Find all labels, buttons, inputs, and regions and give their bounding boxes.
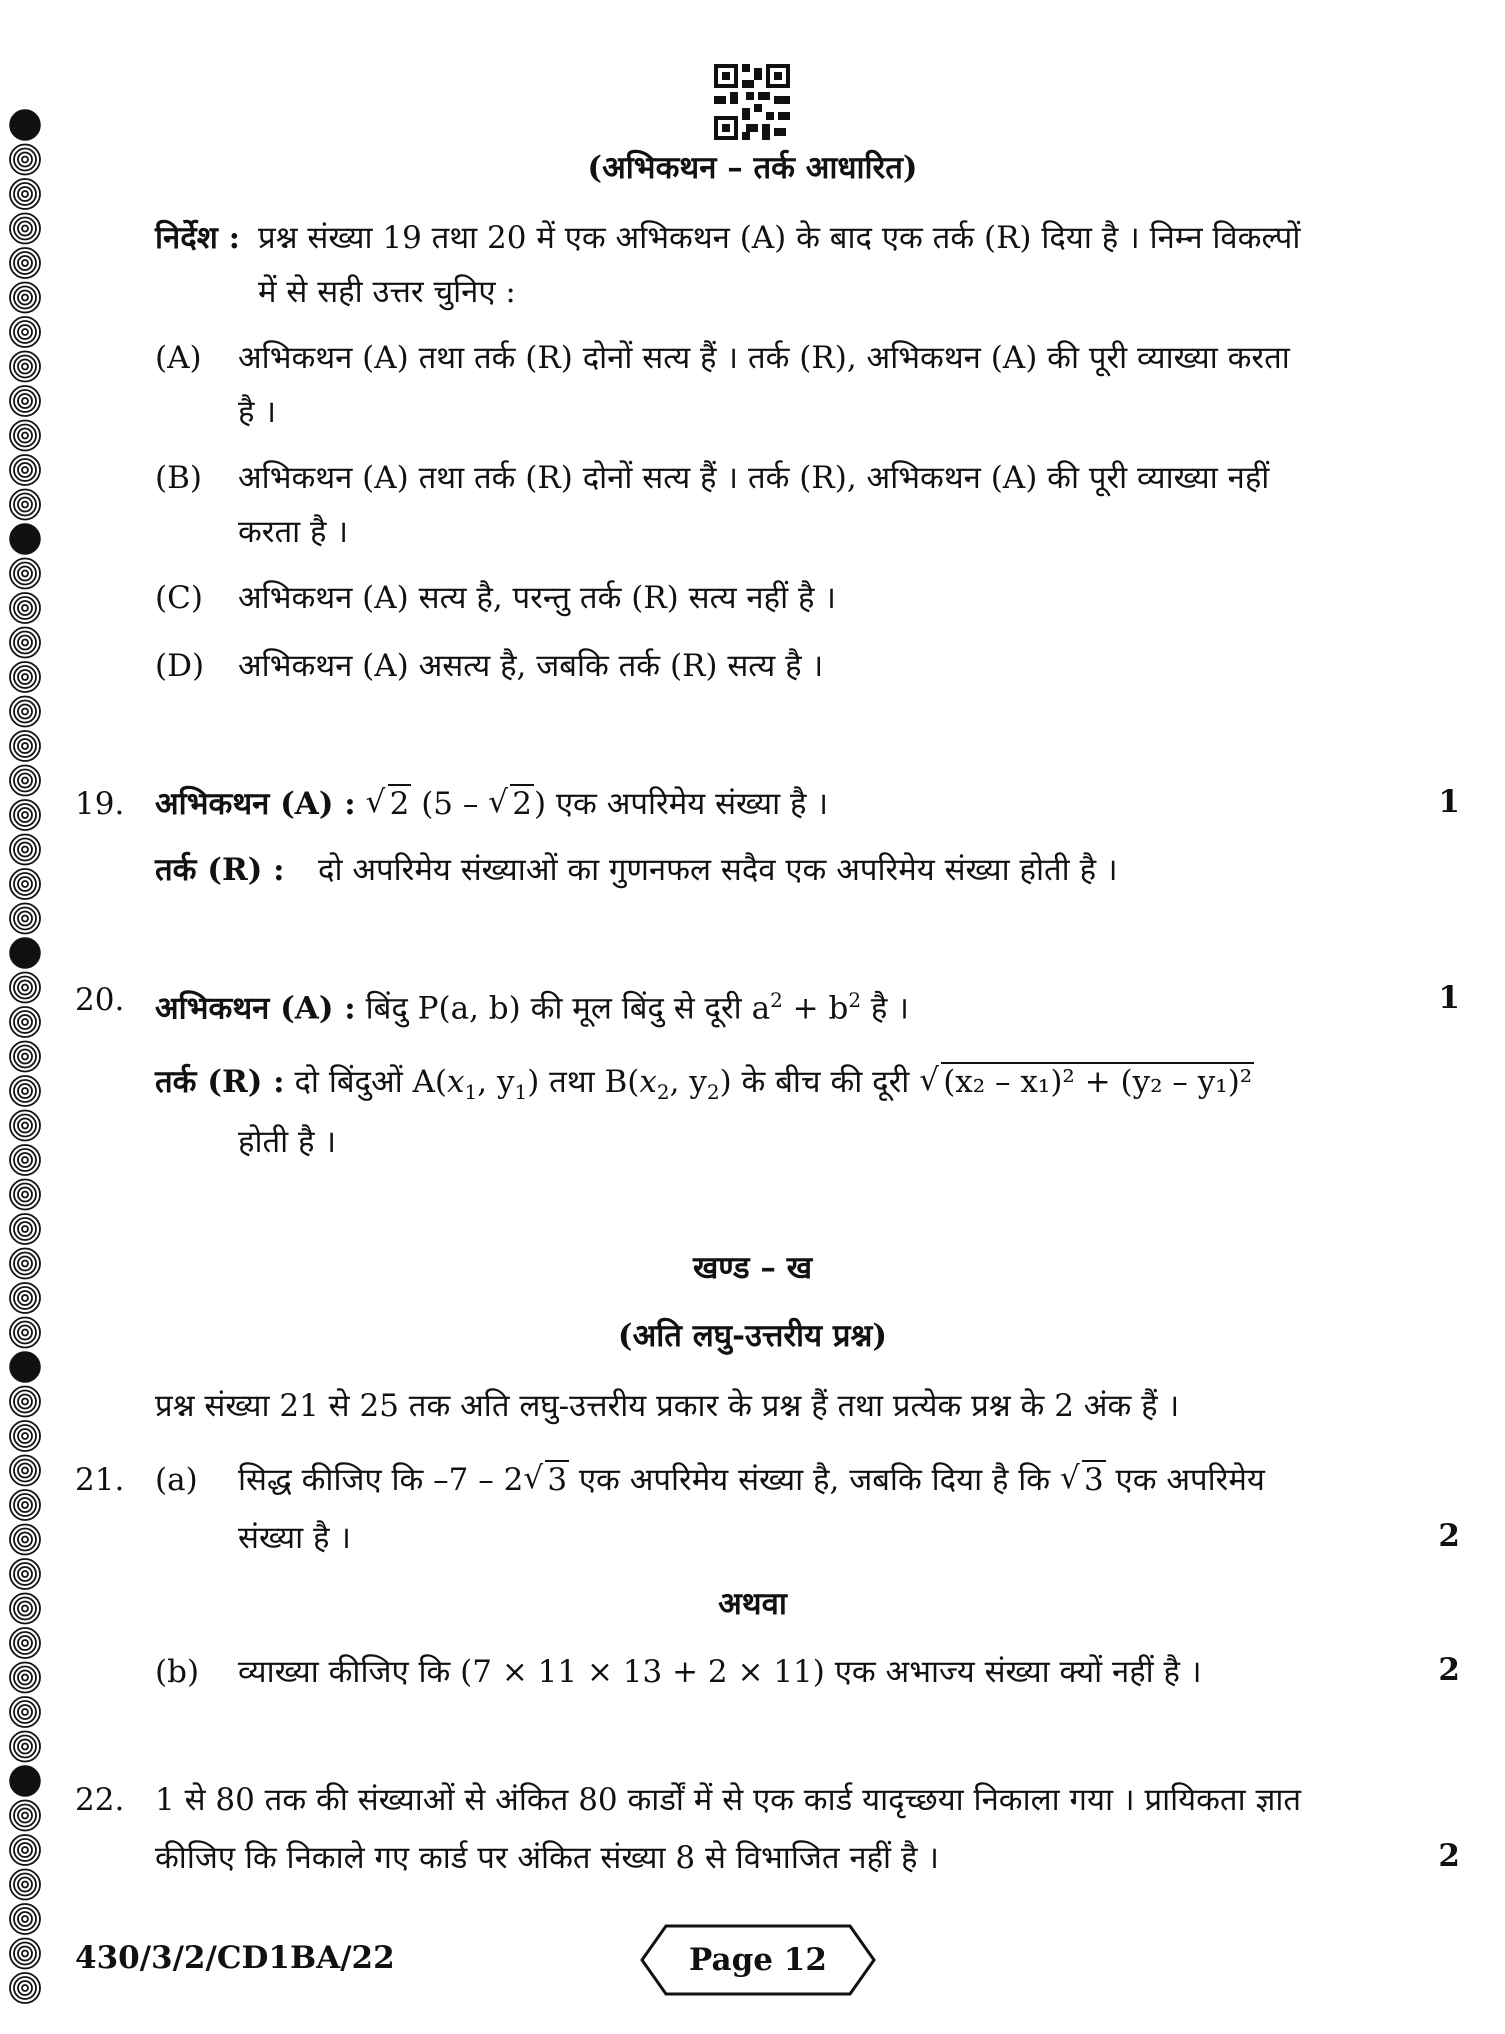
directions-label: निर्देश : xyxy=(155,220,241,256)
sqrt-symbol xyxy=(523,1460,569,1500)
section-heading: (अभिकथन – तर्क आधारित) xyxy=(587,150,918,186)
margin-circle xyxy=(10,697,40,727)
radicand: 3 xyxy=(1083,1462,1104,1498)
margin-circle xyxy=(10,766,40,796)
margin-circle xyxy=(10,1145,40,1175)
q20-assertion xyxy=(155,980,909,1028)
margin-circle xyxy=(10,1490,40,1520)
margin-circle xyxy=(10,352,40,382)
margin-circle xyxy=(10,938,40,968)
margin-circle xyxy=(10,1421,40,1451)
marks: 2 xyxy=(1438,1518,1460,1554)
reason-line2: होती है । xyxy=(238,1124,337,1160)
margin-circle xyxy=(10,1732,40,1762)
sqrt-symbol xyxy=(919,1062,1254,1102)
margin-circle xyxy=(10,1801,40,1831)
option-text: अभिकथन (A) तथा तर्क (R) दोनों सत्य हैं । तर्क (R), अभिकथन (A) की पूरी व्याख्या नहीं xyxy=(238,460,1270,496)
margin-circle xyxy=(10,1973,40,2003)
section-subtitle: (अति लघु-उत्तरीय प्रश्न) xyxy=(617,1318,888,1354)
margin-circle xyxy=(10,593,40,623)
question-number: 19. xyxy=(75,786,125,822)
option-key: (C) xyxy=(155,580,203,616)
sqrt-symbol xyxy=(366,784,412,824)
option-text: अभिकथन (A) सत्य है, परन्तु तर्क (R) सत्य नहीं है । xyxy=(238,580,837,616)
margin-circle xyxy=(10,386,40,416)
assertion-label: अभिकथन (A) : xyxy=(155,786,356,822)
margin-circle xyxy=(10,421,40,451)
margin-circle xyxy=(10,1870,40,1900)
margin-circle xyxy=(10,317,40,347)
margin-circle xyxy=(10,214,40,244)
margin-circle xyxy=(10,1007,40,1037)
math-text: एक अपरिमेय xyxy=(1105,1462,1265,1498)
qr-code-icon xyxy=(714,64,790,140)
margin-circle xyxy=(10,1663,40,1693)
margin-circle xyxy=(10,869,40,899)
option-text: करता है । xyxy=(238,514,349,550)
margin-circle xyxy=(10,1214,40,1244)
marks: 2 xyxy=(1438,1652,1460,1688)
directions-text-line1: प्रश्न संख्या 19 तथा 20 में एक अभिकथन (A) के बाद एक तर्क (R) दिया है । निम्न विकल्पों xyxy=(258,220,1301,256)
q21-part-a-line2: संख्या है । xyxy=(238,1520,352,1556)
option-key: (b) xyxy=(155,1654,200,1690)
margin-circle xyxy=(10,662,40,692)
subscript: 2 xyxy=(706,1080,720,1105)
marks: 2 xyxy=(1438,1838,1460,1874)
margin-circle xyxy=(10,1904,40,1934)
subscript: 1 xyxy=(514,1080,528,1105)
option-key: (B) xyxy=(155,460,202,496)
math-text: है । xyxy=(861,990,909,1027)
margin-circle xyxy=(10,559,40,589)
marks: 1 xyxy=(1438,980,1460,1016)
assertion-label: अभिकथन (A) : xyxy=(155,990,356,1027)
margin-decoration xyxy=(0,0,50,2034)
margin-circle xyxy=(10,490,40,520)
margin-circle xyxy=(10,1628,40,1658)
margin-circle xyxy=(10,248,40,278)
math-text: , y xyxy=(669,1064,707,1100)
marks: 1 xyxy=(1438,784,1460,820)
margin-circle xyxy=(10,1180,40,1210)
math-text: + b xyxy=(782,990,849,1027)
sqrt-symbol xyxy=(488,784,534,824)
or-label: अथवा xyxy=(718,1586,787,1622)
margin-circle xyxy=(10,973,40,1003)
sqrt-symbol xyxy=(1060,1460,1106,1500)
q22-line1: 1 से 80 तक की संख्याओं से अंकित 80 कार्डों में से एक कार्ड यादृच्छया निकाला गया । प्रायिकता ज्ञात xyxy=(155,1782,1302,1818)
section-title: खण्ड – ख xyxy=(692,1250,813,1286)
margin-circle xyxy=(10,628,40,658)
option-key: (D) xyxy=(155,648,205,684)
math-text: , y xyxy=(477,1064,515,1100)
margin-circle xyxy=(10,110,40,140)
reason-label: तर्क (R) : xyxy=(155,852,285,888)
question-number: 21. xyxy=(75,1462,125,1498)
math-text: ) तथा B( xyxy=(527,1064,640,1100)
page-number: Page 12 xyxy=(689,1942,827,1978)
margin-circle xyxy=(10,835,40,865)
margin-circle xyxy=(10,904,40,934)
subscript: 2 xyxy=(656,1080,670,1105)
assertion-tail: ) एक अपरिमेय संख्या है । xyxy=(533,786,829,822)
q21-part-b: व्याख्या कीजिए कि (7 × 11 × 13 + 2 × 11) एक अभाज्य संख्या क्यों नहीं है । xyxy=(238,1654,1202,1690)
math-text: बिंदु P(a, b) की मूल बिंदु से दूरी a xyxy=(365,990,771,1027)
q22-line2: कीजिए कि निकाले गए कार्ड पर अंकित संख्या 8 से विभाजित नहीं है । xyxy=(155,1840,940,1876)
margin-circle xyxy=(10,1525,40,1555)
margin-circle xyxy=(10,1766,40,1796)
question-number: 22. xyxy=(75,1782,125,1818)
math-text: ) के बीच की दूरी xyxy=(719,1064,910,1100)
directions-text-line2: में से सही उत्तर चुनिए : xyxy=(258,274,516,310)
q19-assertion xyxy=(155,784,828,824)
option-key: (A) xyxy=(155,340,202,376)
margin-circle xyxy=(10,455,40,485)
section-instruction: प्रश्न संख्या 21 से 25 तक अति लघु-उत्तरीय प्रकार के प्रश्न हैं तथा प्रत्येक प्रश्न के 2 अंक हैं । xyxy=(155,1388,1180,1424)
margin-circle xyxy=(10,1042,40,1072)
paper-code: 430/3/2/CD1BA/22 xyxy=(75,1940,395,1976)
q20-reason xyxy=(155,1062,1254,1112)
math-var: x xyxy=(639,1064,657,1100)
subscript: 1 xyxy=(464,1080,478,1105)
math-text: सिद्ध कीजिए कि –7 – 2 xyxy=(238,1462,524,1498)
radicand: 2 xyxy=(512,786,532,822)
reason-text: दो अपरिमेय संख्याओं का गुणनफल सदैव एक अपरिमेय संख्या होती है । xyxy=(318,852,1118,888)
math-text: दो बिंदुओं A( xyxy=(294,1064,448,1100)
question-number: 20. xyxy=(75,982,125,1018)
radicand: 2 xyxy=(389,786,410,822)
q21-part-a xyxy=(238,1460,1265,1500)
math-text: एक अपरिमेय संख्या है, जबकि दिया है कि xyxy=(569,1462,1060,1498)
margin-circle xyxy=(10,1835,40,1865)
superscript: 2 xyxy=(770,988,783,1012)
margin-circle xyxy=(10,1939,40,1969)
superscript: 2 xyxy=(848,988,862,1012)
option-text: अभिकथन (A) असत्य है, जबकि तर्क (R) सत्य है । xyxy=(238,648,824,684)
margin-circle xyxy=(10,1076,40,1106)
margin-circle xyxy=(10,800,40,830)
margin-circle xyxy=(10,1111,40,1141)
margin-circle xyxy=(10,1387,40,1417)
distance-formula: (x₂ – x₁)² + (y₂ – y₁)² xyxy=(943,1064,1253,1100)
margin-circle xyxy=(10,283,40,313)
margin-circle xyxy=(10,1697,40,1727)
math-var: x xyxy=(447,1064,465,1100)
margin-circle xyxy=(10,1352,40,1382)
margin-circle xyxy=(10,524,40,554)
margin-circle xyxy=(10,1456,40,1486)
reason-label: तर्क (R) : xyxy=(155,1064,285,1100)
option-text: है । xyxy=(238,394,277,430)
math-text: (5 – xyxy=(421,786,479,822)
margin-circle xyxy=(10,731,40,761)
option-key: (a) xyxy=(155,1462,198,1498)
option-text: अभिकथन (A) तथा तर्क (R) दोनों सत्य हैं । तर्क (R), अभिकथन (A) की पूरी व्याख्या करता xyxy=(238,340,1290,376)
radicand: 3 xyxy=(547,1462,568,1498)
